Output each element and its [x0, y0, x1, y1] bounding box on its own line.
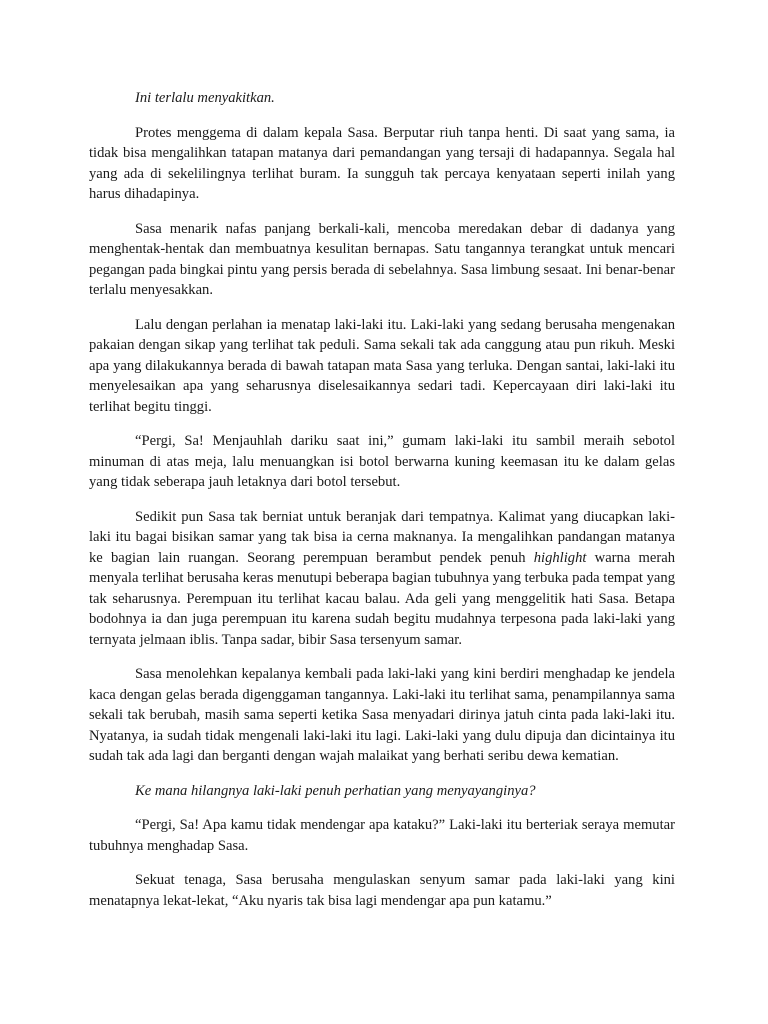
paragraph-text: Sasa menarik nafas panjang berkali-kali, mencoba meredakan debar di dadanya yang menghentak-hentak dan membuatnya kesulitan bernapas. Satu tangannya terangkat untuk mencari pegangan pada bingkai pintu yang persis berada di sebelahnya. Sasa limbung sesaat. Ini benar-benar terlalu menyesakkan. [89, 220, 675, 298]
paragraph-text: Lalu dengan perlahan ia menatap laki-laki itu. Laki-laki yang sedang berusaha mengenakan pakaian dengan sikap yang terlihat tak peduli. Sama sekali tak ada canggung atau pun rikuh. Meski apa yang dilakukannya berada di bawah tatapan mata Sasa yang terluka. Dengan santai, laki-laki itu menyelesaikan apa yang seharusnya diselesaikannya sedari tadi. Kepercayaan diri laki-laki itu terlihat begitu tinggi. [89, 316, 675, 415]
paragraph-text: Ke mana hilangnya laki-laki penuh perhatian yang menyayanginya? [135, 782, 536, 799]
paragraph-text: Sekuat tenaga, Sasa berusaha mengulaskan senyum samar pada laki-laki yang kini menatapnya lekat-lekat, “Aku nyaris tak bisa lagi mendengar apa pun katamu.” [89, 872, 675, 909]
paragraph [89, 870, 675, 911]
paragraph-text: Protes menggema di dalam kepala Sasa. Berputar riuh tanpa henti. Di saat yang sama, ia tidak bisa mengalihkan tatapan matanya dari pemandangan yang tersaji di hadapannya. Segala hal yang ada di sekelilingnya terlihat buram. Ia sungguh tak percaya kenyataan seperti inilah yang harus dihadapinya. [89, 124, 675, 202]
paragraph [89, 664, 675, 767]
paragraph-inner-thought [89, 781, 675, 802]
paragraph-opening-thought [89, 88, 675, 109]
document-page [89, 88, 675, 925]
paragraph [89, 315, 675, 418]
paragraph [89, 507, 675, 651]
paragraph-text: Sedikit pun Sasa tak berniat untuk beranjak dari tempatnya. Kalimat yang diucapkan laki-laki itu bagai bisikan samar yang tak bisa ia cerna maknanya. Ia mengalihkan pandangan matanya ke bagian lain ruangan. Seorang perempuan berambut pendek penuh [89, 508, 675, 566]
paragraph-text: Sasa menolehkan kepalanya kembali pada laki-laki yang kini berdiri menghadap ke jendela kaca dengan gelas berada digenggaman tangannya. Laki-laki itu terlihat sama, penampilannya sama sekali tak berubah, masih sama seperti ketika Sasa menyadari dirinya jatuh cinta pada laki-laki itu. Nyatanya, ia sudah tidak mengenali laki-laki itu lagi. Laki-laki yang dulu dipuja dan dicintainya itu sudah tak ada lagi dan berganti dengan wajah malaikat yang berhati seribu dewa kematian. [89, 666, 675, 764]
paragraph [89, 219, 675, 301]
paragraph-text: “Pergi, Sa! Apa kamu tidak mendengar apa kataku?” Laki-laki itu berteriak seraya memutar tubuhnya menghadap Sasa. [89, 817, 675, 854]
paragraph [89, 123, 675, 205]
paragraph [89, 431, 675, 493]
paragraph-text: “Pergi, Sa! Menjauhlah dariku saat ini,” gumam laki-laki itu sambil meraih sebotol minuman di atas meja, lalu menuangkan isi botol berwarna kuning keemasan itu ke dalam gelas yang tidak seberapa jauh letaknya dari botol tersebut. [89, 433, 675, 490]
paragraph [89, 815, 675, 856]
italic-word: highlight [533, 549, 587, 566]
paragraph-text: Ini terlalu menyakitkan. [135, 90, 275, 106]
paragraph-text: warna merah menyala terlihat berusaha keras menutupi beberapa bagian tubuhnya yang terbuka pada tempat yang tak seharusnya. Perempuan itu terlihat kacau balau. Ada geli yang menggelitik hati Sasa. Betapa bodohnya ia dan juga perempuan itu karena sudah begitu mudahnya terpesona pada laki-laki yang ternyata jelmaan iblis. Tanpa sadar, bibir Sasa tersenyum samar. [89, 549, 675, 648]
